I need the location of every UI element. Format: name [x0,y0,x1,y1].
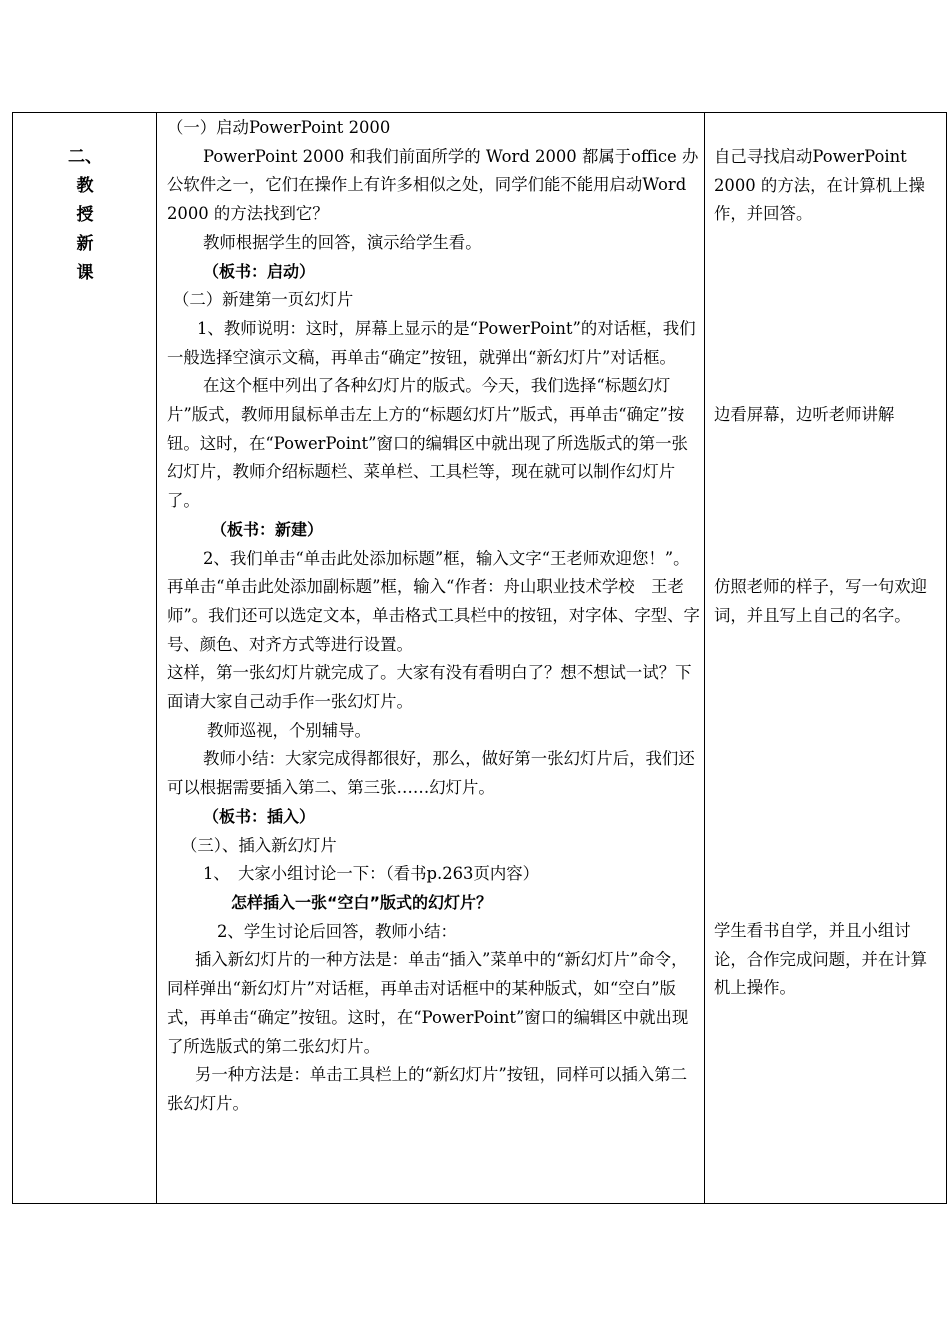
teacher-paragraph: 1、 大家小组讨论一下：（看书p.263页内容） [203,864,540,884]
student-activity-cell [714,573,942,630]
teacher-paragraph: 教师根据学生的回答，演示给学生看。 [203,232,482,252]
student-activity-text: 学生看书自学，并且小组讨论，合作完成问题，并在计算机上操作。 [714,921,928,998]
teacher-activity-column [167,114,703,1119]
section-heading-char: 教 [76,176,94,196]
student-activity-text: 仿照老师的样子，写一句欢迎词，并且写上自己的名字。 [714,577,928,625]
lesson-plan-table [12,112,947,1204]
teacher-paragraph: 插入新幻灯片的一种方法是：单击“插入”菜单中的“新幻灯片”命令，同样弹出“新幻灯片”对话框，再单击对话框中的某种版式，如“空白”版式，再单击“确定”按钮。这时，在“PowerPoint”窗口的编辑区中就出现了所选版式的第二张幻灯片。 [167,950,689,1056]
section-heading-char: 授 [76,205,94,225]
student-activity-cell [714,401,942,430]
teacher-paragraph: （三）、插入新幻灯片 [181,835,337,855]
section-heading-char: 新 [76,234,94,254]
section-heading-char: 二、 [68,147,102,167]
student-activity-cell [714,917,942,1003]
board-note: （板书：新建） [211,519,324,539]
section-heading [13,143,157,288]
board-note: （板书：启动） [203,261,316,281]
teacher-paragraph: PowerPoint 2000 和我们前面所学的 Word 2000 都属于office 办公软件之一，它们在操作上有许多相似之处，同学们能不能用启动Word 2000 的方法找到它？ [167,146,699,224]
board-note: 怎样插入一张“空白”版式的幻灯片？ [231,892,493,912]
teacher-paragraph: 2、我们单击“单击此处添加标题”框，输入文字“王老师欢迎您！”。再单击“单击此处添加副标题”框，输入“作者：舟山职业技术学校 王老师”。我们还可以选定文本，单击格式工具栏中的按钮，对字体、字型、字号、颜色、对齐方式等进行设置。 [167,548,700,654]
teacher-paragraph: （二）新建第一页幻灯片 [173,290,354,310]
teacher-paragraph: 2、学生讨论后回答，教师小结： [217,921,457,941]
teacher-paragraph: （一）启动PowerPoint 2000 [167,118,391,137]
section-heading-char: 课 [76,263,94,283]
teacher-paragraph: 在这个框中列出了各种幻灯片的版式。今天，我们选择“标题幻灯片”版式，教师用鼠标单击左上方的“标题幻灯片”版式，再单击“确定”按钮。这时，在“PowerPoint”窗口的编辑区中就出现了所选版式的第一张幻灯片，教师介绍标题栏、菜单栏、工具栏等，现在就可以制作幻灯片了。 [167,376,688,511]
teacher-paragraph: 教师巡视，个别辅导。 [207,720,371,740]
student-activity-text: 边看屏幕，边听老师讲解 [714,405,895,424]
teacher-paragraph: 这样，第一张幻灯片就完成了。大家有没有看明白了？想不想试一试？下面请大家自己动手作一张幻灯片。 [167,663,692,712]
teacher-paragraph: 教师小结：大家完成得都很好，那么，做好第一张幻灯片后，我们还可以根据需要插入第二、第三张……幻灯片。 [167,749,695,798]
teacher-paragraph: 另一种方法是：单击工具栏上的“新幻灯片”按钮，同样可以插入第二张幻灯片。 [167,1065,688,1113]
column-divider [704,113,705,1203]
board-note: （板书：插入） [203,806,316,826]
student-activity-text: 自己寻找启动PowerPoint 2000 的方法，在计算机上操作，并回答。 [714,147,925,224]
student-activity-cell [714,143,942,229]
teacher-paragraph: 1、教师说明：这时，屏幕上显示的是“PowerPoint”的对话框，我们一般选择空演示文稿，再单击“确定”按钮，就弹出“新幻灯片”对话框。 [167,318,696,367]
